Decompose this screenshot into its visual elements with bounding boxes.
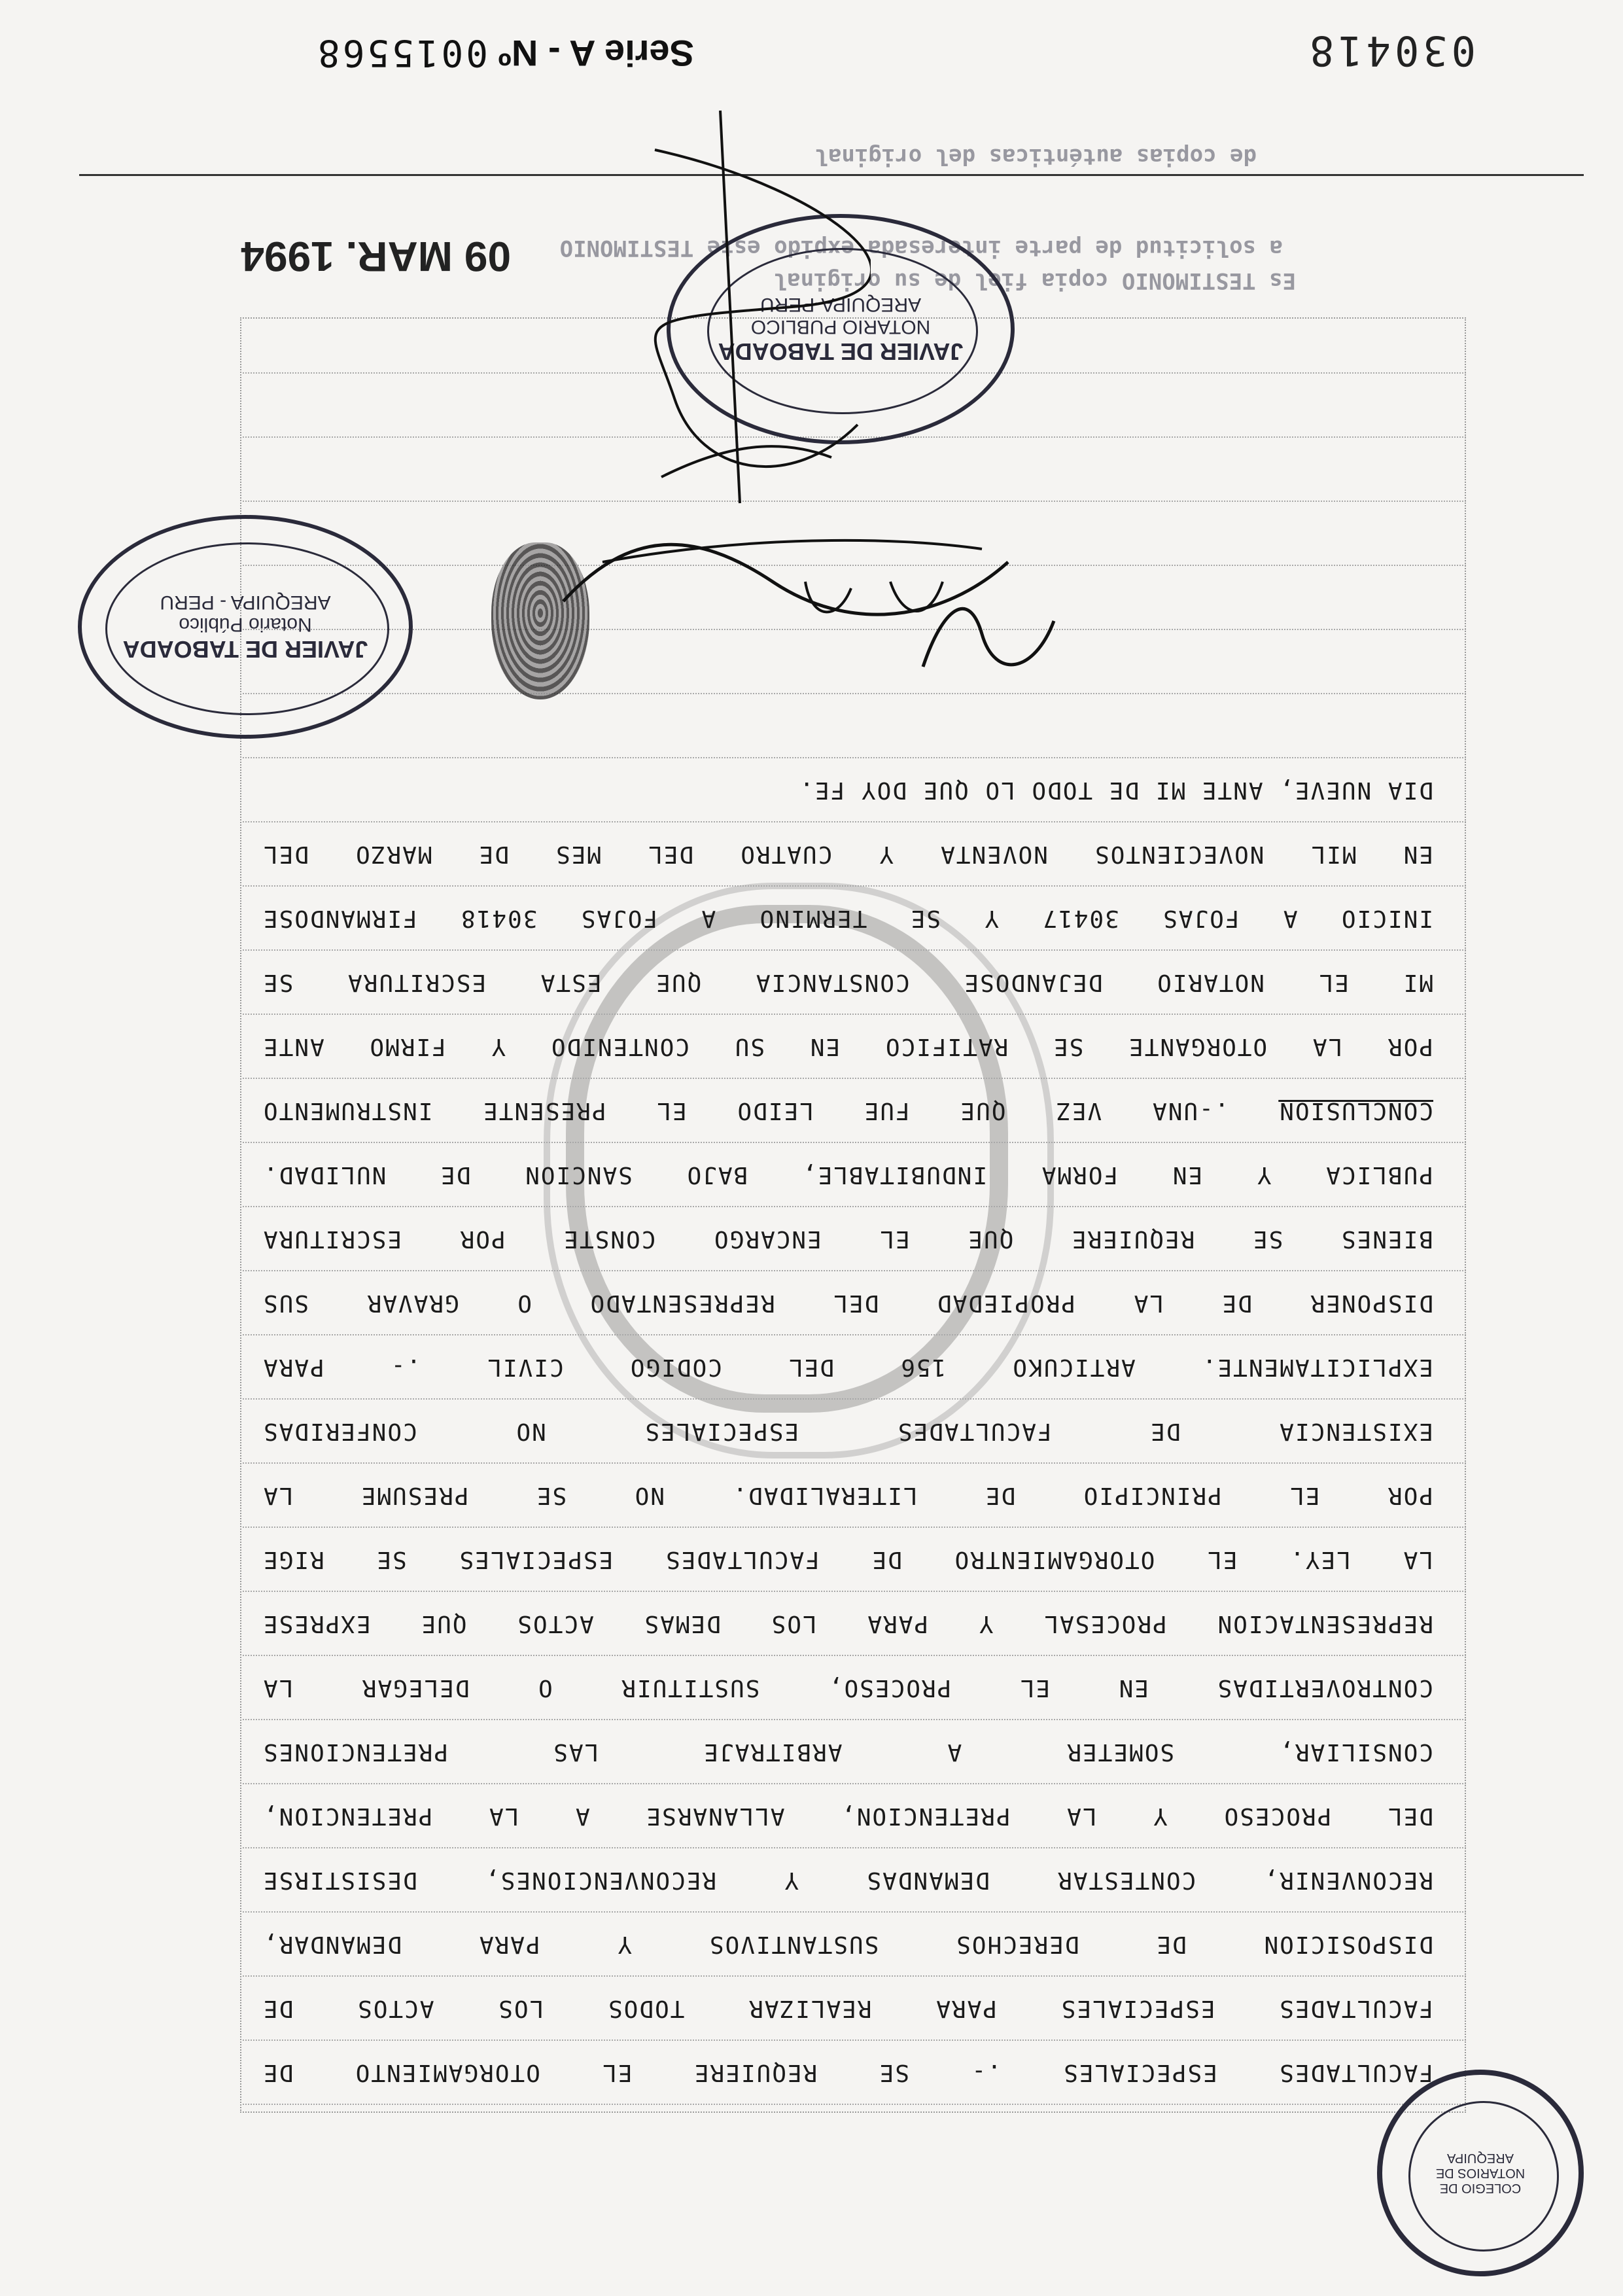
ruled-line (243, 885, 1466, 887)
deed-text-line: EXPLICITAMENTE. ARTICUKO 156 DEL CODIGO CIVIL .- PARA (262, 1354, 1433, 1381)
deed-text-line: FACULTADES ESPECIALES .- SE REQUIERE EL OTORGAMIENTO DE (262, 2059, 1433, 2086)
deed-text-line: LA LEY. EL OTORGAMIENTRO DE FACULTADES ESPECIALES SE RIGE (262, 1546, 1433, 1573)
ruled-line (243, 949, 1466, 951)
ruled-line (243, 1078, 1466, 1079)
deed-text-line: REPRESENTACION PROCESAL Y PARA LOS DEMAS ACTOS QUE EXPRESE (262, 1610, 1433, 1637)
ruled-line (243, 1591, 1466, 1592)
deed-text-line (262, 1096, 1433, 1125)
ruled-line (243, 693, 1466, 694)
deed-text-line: CONTROVERTIDAS EN EL PROCESO, SUSTITUIR O DELEGAR LA (262, 1674, 1433, 1701)
deed-text-line: EXISTENCIA DE FACULTADES ESPECIALES NO CONFERIDAS (262, 1418, 1433, 1445)
seal-text: COLEGIO DE NOTARIOS DE AREQUIPA (1435, 2151, 1526, 2196)
deed-text-line: FACULTADES ESPECIALES PARA REALIZAR TODOS LOS ACTOS DE (262, 1995, 1433, 2022)
ruled-line (243, 1462, 1466, 1464)
ruled-line (243, 1142, 1466, 1143)
conclusion-heading: CONCLUSION (1278, 1097, 1433, 1124)
ruled-line (243, 1334, 1466, 1335)
deed-text-line: MI EL NOTARIO DEJANDOSE CONSTANCIA QUE ESTA ESCRITURA SE (262, 969, 1433, 996)
ruled-line (243, 1975, 1466, 1977)
deed-text-line: PUBLICA Y EN FORMA INDUBITABLE, BAJO SANCION DE NULIDAD. (262, 1161, 1433, 1188)
ruled-line (243, 1783, 1466, 1784)
ruled-line (243, 2040, 1466, 2041)
ruled-line (243, 1847, 1466, 1848)
ruled-line (243, 1719, 1466, 1720)
notary-title: Notario Público (179, 614, 312, 635)
deed-text-line: DIA NUEVE, ANTE MI DE TODO LO QUE DOY FE. (798, 777, 1433, 804)
ruled-line (243, 2104, 1466, 2105)
series-number (315, 31, 694, 75)
notary-college-seal (1377, 2070, 1584, 2276)
notary-top-name: JAVIER DE TABOADA (718, 338, 964, 365)
ruled-line (243, 1398, 1466, 1400)
folio-number: 030418 (1306, 27, 1476, 75)
deed-text-line: DISPOSICION DE DERECHOS SUSTANTIVOS Y PARA DEMANDAR, (262, 1931, 1433, 1958)
date-stamp: 09 MAR. 1994 (241, 233, 511, 280)
notary-city: AREQUIPA - PERU (160, 592, 331, 613)
ruled-line (243, 1014, 1466, 1015)
cert-line-3: de copias auténticas del original (814, 143, 1257, 169)
deed-text-line: INICIO A FOJAS 30417 Y SE TERMINO A FOJAS 30418 FIRMANDOSE (262, 905, 1433, 932)
initials-mark (903, 601, 1073, 693)
deed-text-line: DEL PROCESO Y LA PRETENCION, ALLANARSE A LA PRETENCION, (262, 1803, 1433, 1829)
series-value: 0015568 (315, 31, 488, 74)
ruled-line (243, 1527, 1466, 1528)
cert-line-1: Es TESTIMONIO copia fiel de su original (773, 268, 1296, 294)
deed-text-line: BIENES SE REQUIERE QUE EL ENCARGO CONSTE POR ESCRITURA (262, 1226, 1433, 1252)
deed-text-line: CONSILIAR, SOMETER A ARBITRAJE LAS PRETENCIONES (262, 1739, 1433, 1765)
notary-signature (596, 97, 871, 516)
deed-text-line: POR EL PRINCIPIO DE LITERALIDAD. NO SE PRESUME LA (262, 1482, 1433, 1509)
ruled-line (243, 757, 1466, 758)
deed-text-line: POR LA OTORGANTE SE RATIFICO EN SU CONTENIDO Y FIRMO ANTE (262, 1033, 1433, 1060)
notary-stamp-left (78, 515, 413, 739)
ruled-line (243, 1655, 1466, 1656)
ruled-line (243, 1911, 1466, 1913)
ruled-line (243, 1206, 1466, 1207)
deed-text-line: DISPONER DE LA PROPIEDAD DEL REPRESENTADO O GRAVAR SUS (262, 1290, 1433, 1316)
deed-text-line: RECONVENIR, CONTESTAR DEMANDAS Y RECONVENCIONES, DESISTIRSE (262, 1867, 1433, 1894)
deed-text-line: EN MIL NOVECIENTOS NOVENTA Y CUATRO DEL MES DE MARZO DEL (262, 841, 1433, 868)
ruled-line (243, 1270, 1466, 1271)
notary-top-role: NOTARIO PUBLICO (750, 316, 931, 338)
conclusion-text: .-UNA VEZ QUE FUE LEIDO EL PRESENTE INSTRUMENTO (262, 1097, 1279, 1124)
ruled-line (243, 821, 1466, 822)
cert-line-2: a solicitud de parte interesada expido este TESTIMONIO (559, 235, 1283, 261)
notary-name: JAVIER DE TABOADA (122, 636, 368, 663)
series-label: Serie A - Nº (498, 33, 694, 74)
notary-top-city: AREQUIPA-PERU (759, 294, 922, 315)
